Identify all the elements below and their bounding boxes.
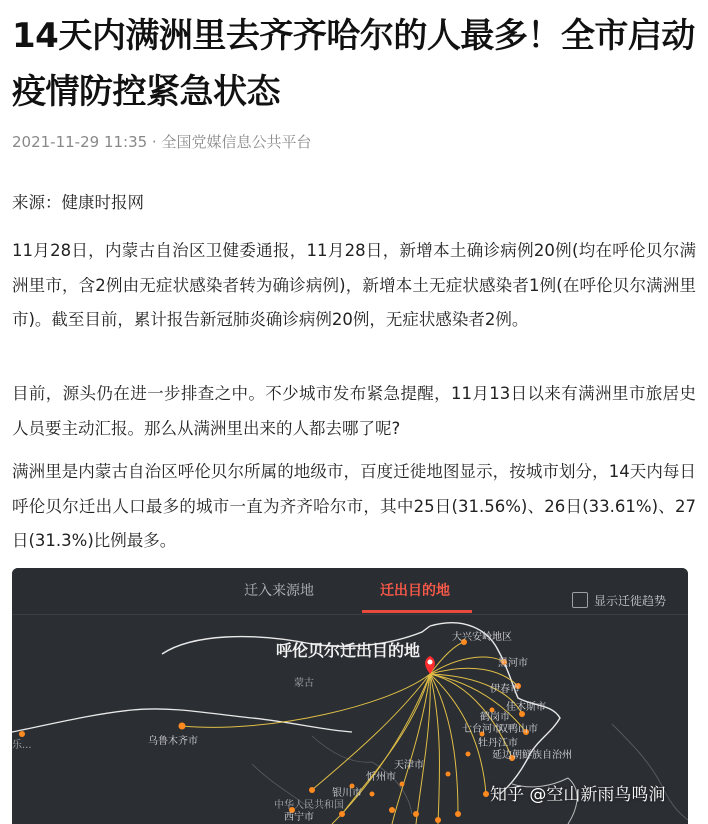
city-label-yinchuan: 银川市 [332, 788, 362, 799]
article-meta: 2021-11-29 11:35 · 全国党媒信息公共平台 [12, 133, 312, 151]
article-paragraph-3: 满洲里是内蒙古自治区呼伦贝尔所属的地级市，百度迁徙地图显示，按城市划分，14天内每日呼伦贝尔迁出人口最多的城市一直为齐齐哈尔市，其中25日(31.56%)、26日(33.61%)、27日(31.3%)比例最多。 [12, 462, 696, 550]
city-label-xinzhou: 忻州市 [366, 772, 396, 783]
city-label-mudanjiang: 牡丹江市 [478, 738, 518, 749]
zhihu-watermark: 知乎 @空山新雨鸟鸣涧 [490, 785, 666, 805]
city-label-tianjin: 天津市 [394, 760, 424, 771]
show-trend-label[interactable]: 显示迁徙趋势 [594, 594, 667, 608]
city-dot-yanbian [483, 791, 489, 797]
city-label-far-left: 乐... [12, 740, 32, 751]
origin-pin [425, 656, 435, 674]
tab-inbound-source[interactable]: 迁入来源地 [244, 583, 314, 599]
city-label-urumqi: 乌鲁木齐市 [148, 736, 198, 747]
article-title: 14天内满洲里去齐齐哈尔的人最多！全市启动疫情防控紧急状态 [12, 16, 695, 112]
japan-coast [612, 724, 688, 820]
city-label-xining: 西宁市 [284, 812, 314, 823]
map-tab-bar [12, 568, 688, 615]
city-label-heihe: 黑河市 [498, 658, 528, 669]
city-label-shuangyashan: 双鸭山市 [498, 724, 538, 735]
show-trend-checkbox[interactable] [572, 592, 588, 608]
map-heading: 呼伦贝尔迁出目的地 [276, 641, 421, 660]
article-paragraph-1: 11月28日，内蒙古自治区卫健委通报，11月28日，新增本土确诊病例20例(均在呼伦贝尔满洲里市，含2例由无症状感染者转为确诊病例)，新增本土无症状感染者1例(在呼伦贝尔满洲里市)。截至目前，累计报告新冠肺炎确诊病例20例，无症状感染者2例。 [12, 241, 696, 329]
city-label-qitaihe: 七台河市 [462, 724, 502, 735]
migration-map [12, 568, 688, 824]
active-tab-indicator [362, 610, 472, 613]
country-label-mongolia: 蒙古 [294, 678, 314, 689]
city-label-hegang: 鹤岗市 [480, 712, 510, 723]
city-dot-urumqi [179, 723, 186, 730]
city-label-jiamusi: 佳木斯市 [506, 702, 546, 713]
article-paragraph-source: 来源：健康时报网 [12, 193, 144, 212]
country-label-china: 中华人民共和国 [274, 800, 344, 811]
tab-outbound-destination[interactable]: 迁出目的地 [380, 583, 450, 599]
city-label-yichun: 伊春市 [490, 684, 520, 695]
city-label-yanbian: 延边朝鲜族自治州 [492, 750, 572, 761]
city-label-daxinganling: 大兴安岭地区 [452, 632, 512, 643]
article-paragraph-2: 目前，源头仍在进一步排查之中。不少城市发布紧急提醒，11月13日以来有满洲里市旅居史人员要主动汇报。那么从满洲里出来的人都去哪了呢? [12, 384, 696, 438]
